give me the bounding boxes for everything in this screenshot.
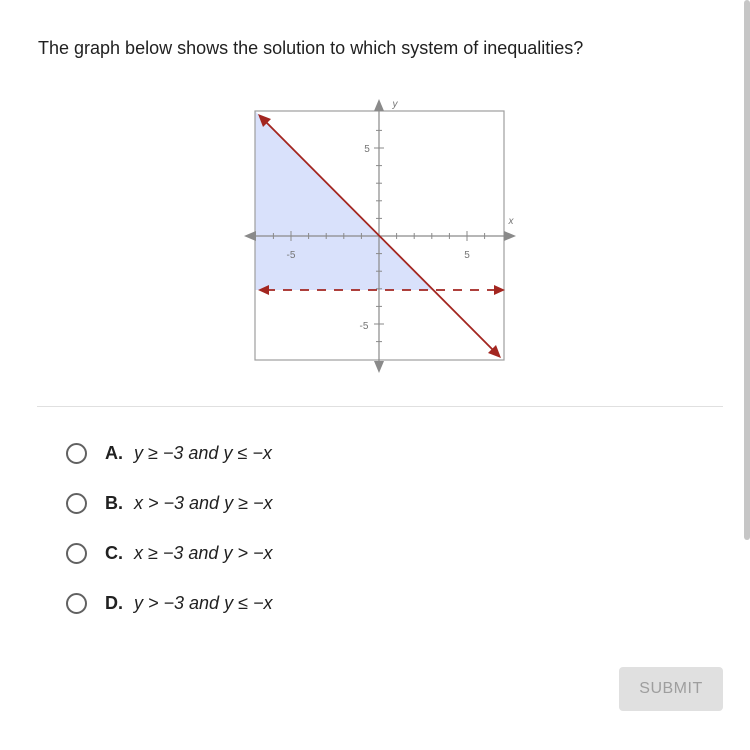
x-tick-neg5: -5: [286, 250, 296, 261]
y-axis-up-arrow: [374, 99, 384, 111]
answer-choices: [66, 436, 272, 636]
choice-a[interactable]: [66, 436, 272, 470]
choice-letter: B.: [105, 492, 123, 513]
choice-letter: D.: [105, 592, 123, 613]
choice-letter: A.: [105, 442, 123, 463]
y-tick-neg5: -5: [359, 321, 369, 332]
choice-expression: x ≥ −3 and y > −x: [134, 542, 273, 563]
choice-b[interactable]: [66, 486, 272, 520]
choice-expression: y ≥ −3 and y ≤ −x: [134, 442, 272, 463]
radio-button-d[interactable]: [66, 593, 87, 614]
inequality-graph: [240, 96, 520, 376]
question-text: The graph below shows the solution to which system of inequalities?: [38, 38, 584, 58]
y-axis-label: y: [392, 99, 398, 110]
graph-svg: [240, 96, 520, 376]
radio-button-a[interactable]: [66, 443, 87, 464]
radio-button-c[interactable]: [66, 543, 87, 564]
y-tick-5: 5: [364, 144, 370, 155]
section-divider: [37, 406, 723, 407]
choice-d[interactable]: [66, 586, 272, 620]
dashed-line-right-arrow: [494, 285, 505, 295]
choice-c[interactable]: [66, 536, 272, 570]
y-axis-down-arrow: [374, 361, 384, 373]
choice-expression: y > −3 and y ≤ −x: [134, 592, 273, 613]
choice-letter: C.: [105, 542, 123, 563]
radio-button-b[interactable]: [66, 493, 87, 514]
submit-button[interactable]: SUBMIT: [619, 667, 723, 711]
x-tick-5: 5: [464, 250, 470, 261]
x-axis-right-arrow: [504, 231, 516, 241]
x-axis-left-arrow: [244, 231, 256, 241]
choice-expression: x > −3 and y ≥ −x: [134, 492, 273, 513]
x-axis-label: x: [508, 216, 514, 227]
scrollbar[interactable]: [744, 0, 750, 540]
